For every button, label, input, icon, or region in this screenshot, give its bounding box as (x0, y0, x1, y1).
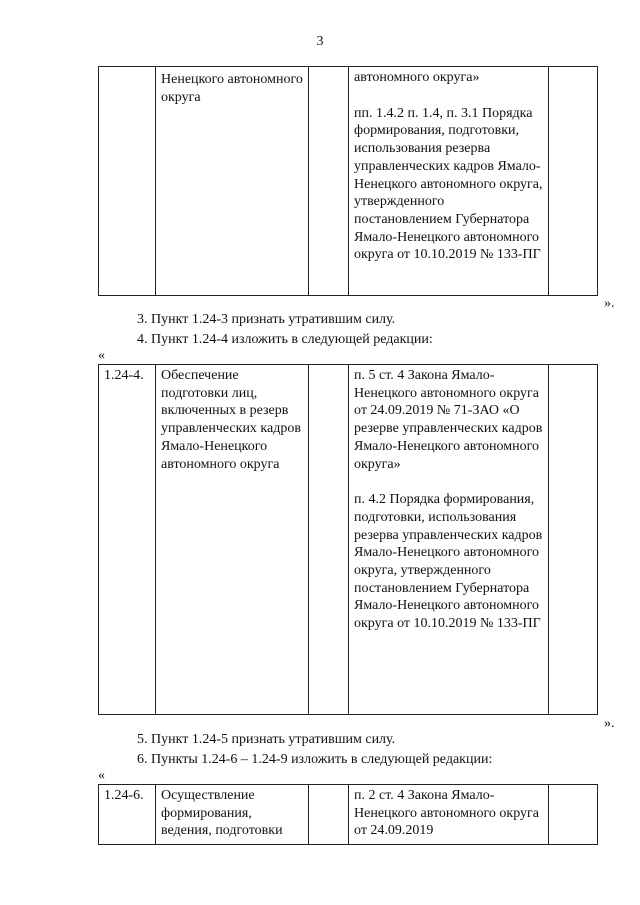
item-3-text: 3. Пункт 1.24-3 признать утратившим силу. (137, 312, 396, 327)
item-number-cell: 1.24-6. (99, 785, 156, 845)
legal-basis-cell (349, 785, 549, 845)
empty-cell (549, 785, 598, 845)
table-row (99, 365, 598, 715)
item-name-cell: Осуществление формирования, ведения, подготовки (156, 785, 309, 845)
opening-quote: « (98, 768, 105, 783)
item-6-text: 6. Пункты 1.24-6 – 1.24-9 изложить в следующей редакции: (137, 752, 493, 767)
empty-cell (309, 365, 349, 715)
legal-basis-paragraph: п. 4.2 Порядка формирования, подготовки, использования резерва управленческих кадров Ямало-Ненецкого автономного округа, утвержденного постановлением Губернатора Ямало-Ненецкого автономного округа от 10.10.2019 № 133-ПГ (354, 492, 543, 632)
table-row (99, 67, 598, 296)
empty-cell (309, 67, 349, 296)
legal-basis-cell (349, 365, 549, 715)
closing-quote: ». (604, 716, 615, 731)
table-row (99, 785, 598, 845)
empty-cell (549, 365, 598, 715)
table-continuation (98, 66, 598, 296)
table-item-1-24-6 (98, 784, 598, 845)
table-item-1-24-4 (98, 364, 598, 715)
closing-quote: ». (604, 296, 615, 311)
empty-cell (549, 67, 598, 296)
legal-basis-paragraph: п. 5 ст. 4 Закона Ямало-Ненецкого автономного округа от 24.09.2019 № 71-ЗАО «О резерве управленческих кадров Ямало-Ненецкого автономного округа» (354, 368, 543, 472)
legal-basis-cell (349, 67, 549, 296)
empty-cell (309, 785, 349, 845)
item-5-text: 5. Пункт 1.24-5 признать утратившим силу. (137, 732, 396, 747)
legal-basis-paragraph: п. 2 ст. 4 Закона Ямало-Ненецкого автономного округа от 24.09.2019 (354, 788, 539, 839)
legal-basis-paragraph: пп. 1.4.2 п. 1.4, п. 3.1 Порядка формирования, подготовки, использования резерва управленческих кадров Ямало-Ненецкого автономного округа, утвержденного постановлением Губернатора Ямало-Ненецкого автономного округа от 10.10.2019 № 133-ПГ (354, 105, 543, 263)
item-number-cell (99, 67, 156, 296)
page-number: 3 (316, 34, 324, 49)
legal-basis-paragraph: автономного округа» (354, 70, 480, 85)
item-4-text: 4. Пункт 1.24-4 изложить в следующей редакции: (137, 332, 433, 347)
item-name-cell: Ненецкого автономного округа (156, 67, 309, 296)
opening-quote: « (98, 348, 105, 363)
item-number-cell: 1.24-4. (99, 365, 156, 715)
item-name-cell: Обеспечение подготовки лиц, включенных в резерв управленческих кадров Ямало-Ненецкого автономного округа (156, 365, 309, 715)
